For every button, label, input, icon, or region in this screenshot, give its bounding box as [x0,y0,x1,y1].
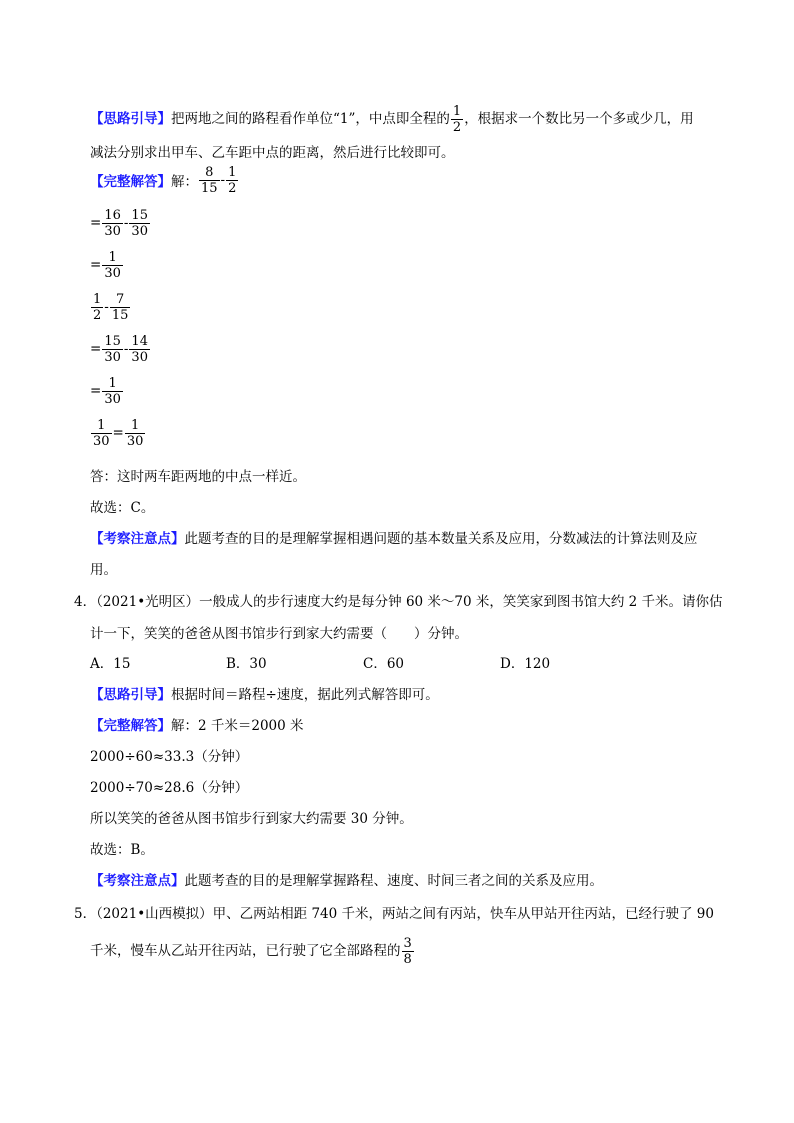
q3-step3: $\frac{1}{2}$ - $\frac{7}{15}$ [93,291,129,323]
q4-hint-tag: 【思路引导】 [90,687,171,703]
q4-note: 【考察注意点】此题考查的目的是理解掌握路程、速度、时间三者之间的关系及应用。 [90,873,603,889]
q4-option-d: D．120 [500,656,551,672]
q4-option-c: C．60 [363,656,405,672]
q4-hint: 【思路引导】根据时间＝路程÷速度，据此列式解答即可。 [90,687,439,703]
q3-hint-line1 [90,104,694,135]
q4-choice: 故选：B。 [90,842,154,858]
q3-choice: 故选：C。 [90,500,155,516]
q5-stem-line1: 5．（2021•山西模拟）甲、乙两站相距 740 千米，两站之间有丙站，快车从甲站开往丙站，已经行驶了 90 [74,906,714,922]
q3-hint-fraction: $\frac{1}{2}$ [452,104,462,135]
q3-solution-tag: 【完整解答】 [90,174,171,190]
q4-note-tag: 【考察注意点】 [90,873,185,889]
q5-stem-line2: 千米，慢车从乙站开往丙站，已行驶了它全部路程的 $\frac{3}{8}$ [90,936,412,967]
q3-step5: = $\frac{1}{30}$ [90,375,121,407]
q3-note-line1: 【考察注意点】此题考查的目的是理解掌握相遇问题的基本数量关系及应用，分数减法的计算法则及应 [90,531,698,547]
q4-option-b: B．30 [226,656,267,672]
q3-note-tag: 【考察注意点】 [90,531,185,547]
q3-step0-frac-a: $\frac{8}{15}$ [201,164,218,196]
q3-hint-text-a: 把两地之间的路程看作单位“1”，中点即全程的 [171,111,450,127]
q3-hint-text-b: ，根据求一个数比另一个多或少几，用 [464,111,694,127]
q4-solution-tag: 【完整解答】 [90,718,171,734]
q3-step6: $\frac{1}{30}$ = $\frac{1}{30}$ [93,417,144,449]
q3-answer: 答：这时两车距两地的中点一样近。 [90,469,306,485]
q5-fraction: $\frac{3}{8}$ [403,936,412,967]
q4-option-a: A．15 [90,656,131,672]
q4-solution: 【完整解答】解：2 千米＝2000 米 [90,718,304,734]
q3-step0-frac-b: $\frac{1}{2}$ [228,164,237,196]
q4-calc1: 2000÷60≈33.3（分钟） [90,749,249,765]
q3-note-line2: 用。 [90,562,117,578]
q4-stem-line1: 4．（2021•光明区）一般成人的步行速度大约是每分钟 60 米～70 米，笑笑家到图书馆大约 2 千米。请你估 [74,594,723,610]
q3-step2: = $\frac{1}{30}$ [90,249,121,281]
q4-conclusion: 所以笑笑的爸爸从图书馆步行到家大约需要 30 分钟。 [90,811,413,827]
q4-stem-line2: 计一下，笑笑的爸爸从图书馆步行到家大约需要（ ）分钟。 [90,626,468,642]
q4-calc2: 2000÷70≈28.6（分钟） [90,780,249,796]
q3-hint-line2: 减法分别求出甲车、乙车距中点的距离，然后进行比较即可。 [90,145,455,161]
q3-hint-tag: 【思路引导】 [90,111,171,127]
q3-step4: = $\frac{15}{30}$ - $\frac{14}{30}$ [90,333,148,365]
q3-step1: = $\frac{16}{30}$ - $\frac{15}{30}$ [90,207,148,239]
q3-solution-line: 【完整解答】 解： $\frac{8}{15}$ - $\frac{1}{2}$ [90,164,237,196]
